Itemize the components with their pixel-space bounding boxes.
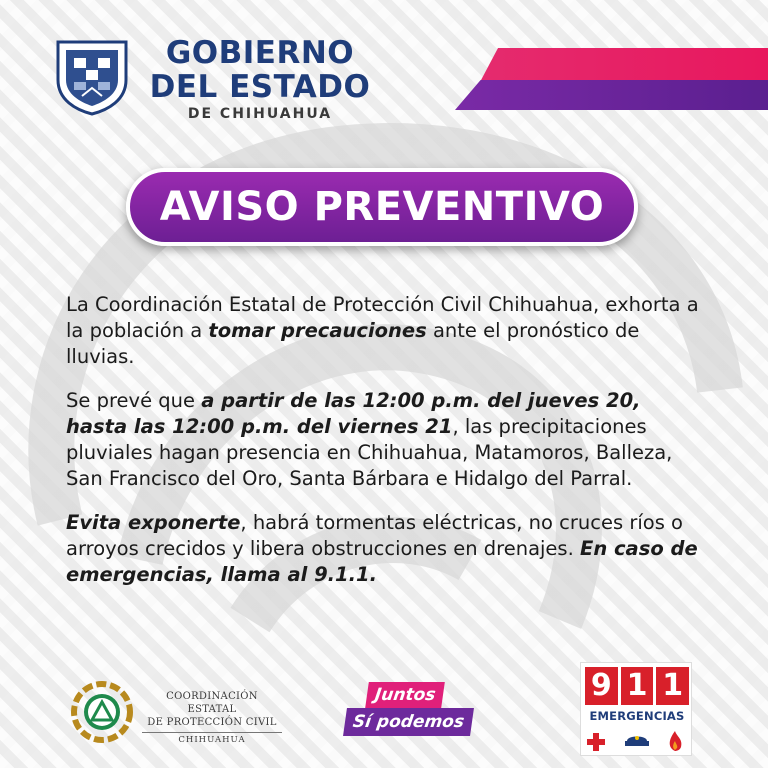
civil-line-2: DE PROTECCIÓN CIVIL xyxy=(142,716,282,733)
fire-icon xyxy=(670,731,682,751)
emergency-icons xyxy=(585,727,689,753)
paragraph-2 xyxy=(66,388,706,492)
p3-emphasis-2: En caso de emergencias, llama al 9.1.1. xyxy=(66,537,698,586)
digits-row xyxy=(585,667,689,705)
paragraph-3 xyxy=(66,510,706,588)
banner-title: AVISO PREVENTIVO xyxy=(159,184,605,230)
p3-emphasis-1: Evita exponerte xyxy=(66,511,241,534)
p1-emphasis: tomar precauciones xyxy=(208,319,427,342)
civil-protection-logo-icon xyxy=(70,680,134,744)
emergency-911-logo xyxy=(580,662,692,756)
juntos-logo xyxy=(345,682,485,738)
digit-1a: 1 xyxy=(621,667,654,705)
emergencias-label: EMERGENCIAS xyxy=(589,709,685,723)
p2-text-b: , las precipitaciones pluviales hagan presencia en Chihuahua, Matamoros, Balleza, San Francisco del Oro, Santa Bárbara e Hidalgo del Parral. xyxy=(66,415,673,490)
state-seal-icon xyxy=(52,36,132,116)
p1-text-a: La Coordinación Estatal de Protección Civil Chihuahua, exhorta a la población a xyxy=(66,293,699,342)
juntos-line-2: Sí podemos xyxy=(343,708,474,736)
p3-text-a: , habrá tormentas eléctricas, no cruces ríos o arroyos crecidos y libera obstrucciones en drenajes. xyxy=(66,511,683,560)
gov-line-1: GOBIERNO xyxy=(165,35,355,71)
civil-line-3: CHIHUAHUA xyxy=(178,735,246,745)
notice-banner xyxy=(126,168,638,246)
p1-text-b: ante el pronóstico de lluvias. xyxy=(66,319,640,368)
p2-text-a: Se prevé que xyxy=(66,389,202,412)
civil-protection-text xyxy=(142,690,282,747)
paragraph-1 xyxy=(66,292,706,370)
juntos-line-1: Juntos xyxy=(365,682,445,708)
gov-line-2: DEL ESTADO xyxy=(149,69,371,105)
p2-emphasis: a partir de las 12:00 p.m. del jueves 20, hasta las 12:00 p.m. del viernes 21 xyxy=(66,389,641,438)
government-title xyxy=(140,36,380,124)
gov-line-3: DE CHIHUAHUA xyxy=(187,106,333,122)
police-cap-icon xyxy=(625,736,649,746)
digit-9: 9 xyxy=(585,667,618,705)
notice-body xyxy=(66,292,706,606)
digit-1b: 1 xyxy=(656,667,689,705)
header-stripe-pink xyxy=(480,48,768,82)
header-stripe-purple xyxy=(455,80,768,110)
civil-line-1: COORDINACIÓN ESTATAL xyxy=(166,691,258,715)
red-cross-icon xyxy=(587,733,605,751)
